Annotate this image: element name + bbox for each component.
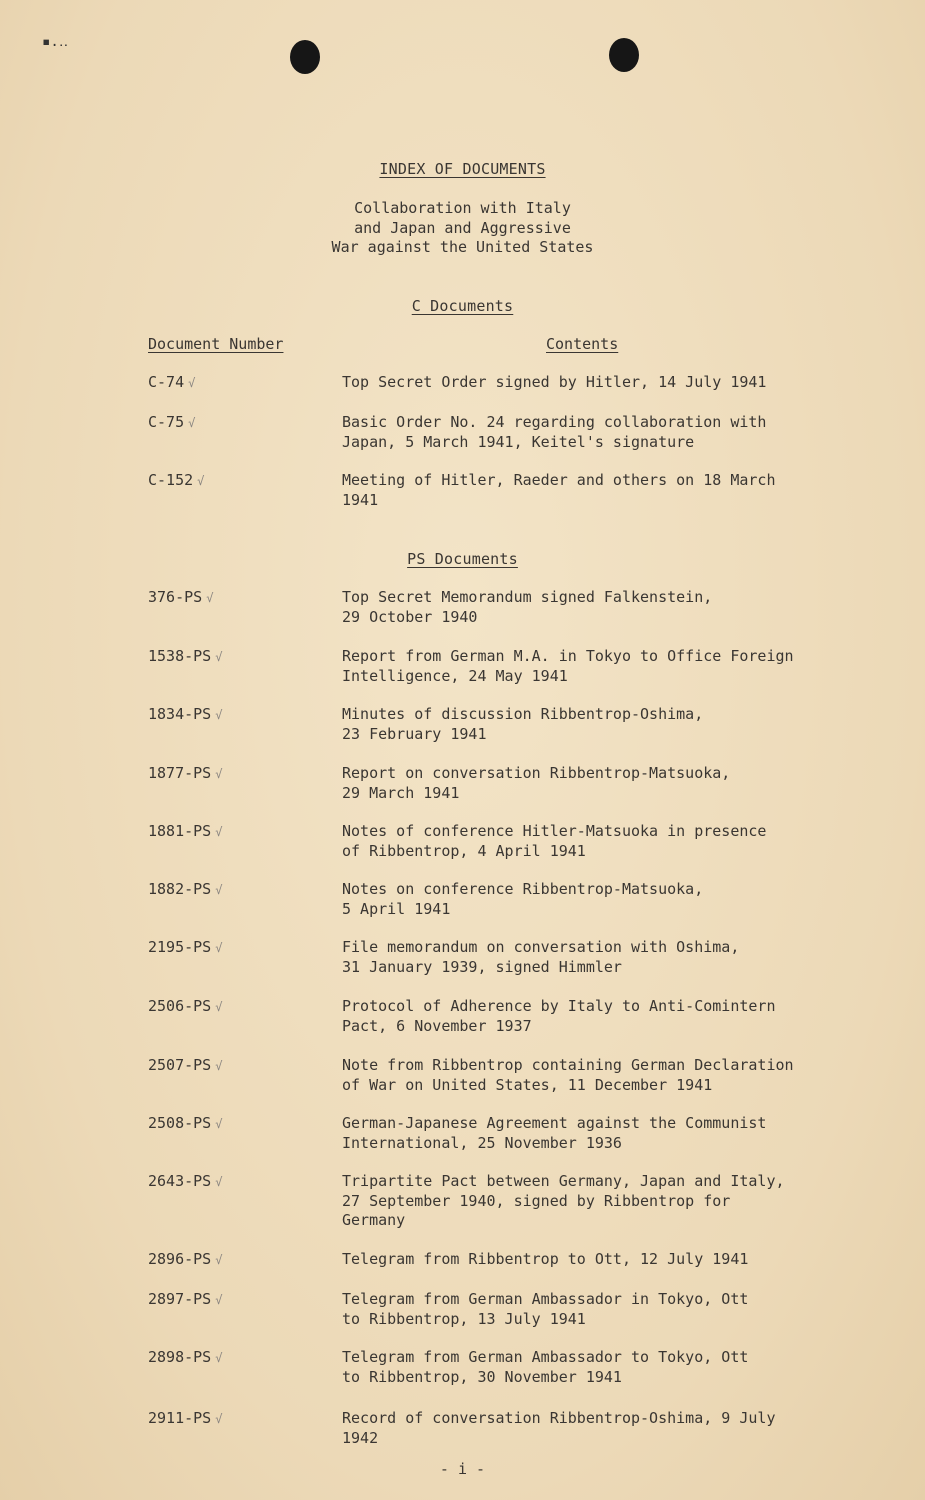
document-contents: Protocol of Adherence by Italy to Anti-Comintern Pact, 6 November 1937 [342, 997, 776, 1035]
check-mark-icon: √ [215, 767, 223, 781]
check-mark-icon: √ [215, 1293, 223, 1307]
subtitle-line: Collaboration with Italy [354, 199, 571, 217]
document-contents: Top Secret Order signed by Hitler, 14 July 1941 [342, 373, 767, 391]
check-mark-icon: √ [206, 591, 214, 605]
check-mark-icon: √ [215, 883, 223, 897]
index-title: INDEX OF DOCUMENTS [379, 160, 546, 178]
document-number: 1881-PS √ [148, 822, 223, 840]
document-contents: Telegram from Ribbentrop to Ott, 12 July 1941 [342, 1250, 749, 1268]
c-documents-heading: C Documents [411, 297, 514, 315]
check-mark-icon: √ [215, 825, 223, 839]
document-number: 2643-PS √ [148, 1172, 223, 1190]
column-header-contents: Contents [546, 335, 619, 353]
document-contents: Note from Ribbentrop containing German Declaration of War on United States, 11 December 1941 [342, 1056, 794, 1094]
document-contents: Top Secret Memorandum signed Falkenstein, 29 October 1940 [342, 588, 713, 626]
document-contents: Telegram from German Ambassador in Tokyo, Ott to Ribbentrop, 13 July 1941 [342, 1290, 749, 1328]
check-mark-icon: √ [215, 1059, 223, 1073]
document-contents: Notes of conference Hitler-Matsuoka in presence of Ribbentrop, 4 April 1941 [342, 822, 767, 860]
document-number: C-74 √ [148, 373, 196, 391]
document-contents: Telegram from German Ambassador to Tokyo, Ott to Ribbentrop, 30 November 1941 [342, 1348, 749, 1386]
document-contents: Tripartite Pact between Germany, Japan and Italy, 27 September 1940, signed by Ribbentrop for Germany [342, 1172, 785, 1229]
document-number: 2896-PS √ [148, 1250, 223, 1268]
stray-mark: ▪.‥ [42, 34, 69, 50]
column-header-number: Document Number [148, 335, 284, 353]
document-number: 1538-PS √ [148, 647, 223, 665]
document-number: 2897-PS √ [148, 1290, 223, 1308]
document-number: 376-PS √ [148, 588, 214, 606]
document-contents: Meeting of Hitler, Raeder and others on 18 March 1941 [342, 471, 776, 509]
document-contents: Report on conversation Ribbentrop-Matsuoka, 29 March 1941 [342, 764, 731, 802]
check-mark-icon: √ [215, 1351, 223, 1365]
document-number: 2911-PS √ [148, 1409, 223, 1427]
document-number: C-152 √ [148, 471, 205, 489]
check-mark-icon: √ [215, 650, 223, 664]
check-mark-icon: √ [215, 1117, 223, 1131]
document-number: 2898-PS √ [148, 1348, 223, 1366]
document-number: 2195-PS √ [148, 938, 223, 956]
document-number: C-75 √ [148, 413, 196, 431]
document-number: 2507-PS √ [148, 1056, 223, 1074]
document-number: 1877-PS √ [148, 764, 223, 782]
document-contents: Record of conversation Ribbentrop-Oshima, 9 July 1942 [342, 1409, 776, 1447]
check-mark-icon: √ [197, 474, 205, 488]
subtitle-line: War against the United States [331, 238, 594, 256]
document-contents: Basic Order No. 24 regarding collaboration with Japan, 5 March 1941, Keitel's signature [342, 413, 767, 451]
check-mark-icon: √ [215, 1000, 223, 1014]
document-contents: Minutes of discussion Ribbentrop-Oshima, 23 February 1941 [342, 705, 704, 743]
index-subtitle [0, 199, 925, 258]
check-mark-icon: √ [215, 1253, 223, 1267]
document-number: 1834-PS √ [148, 705, 223, 723]
punch-hole-left [290, 40, 320, 74]
document-contents: File memorandum on conversation with Oshima, 31 January 1939, signed Himmler [342, 938, 740, 976]
document-number: 1882-PS √ [148, 880, 223, 898]
document-contents: Report from German M.A. in Tokyo to Office Foreign Intelligence, 24 May 1941 [342, 647, 794, 685]
check-mark-icon: √ [215, 1175, 223, 1189]
page-number: - i - [439, 1460, 486, 1478]
check-mark-icon: √ [188, 416, 196, 430]
document-contents: German-Japanese Agreement against the Communist International, 25 November 1936 [342, 1114, 767, 1152]
ps-documents-heading: PS Documents [407, 550, 518, 568]
document-number: 2506-PS √ [148, 997, 223, 1015]
check-mark-icon: √ [215, 708, 223, 722]
check-mark-icon: √ [215, 1412, 223, 1426]
document-contents: Notes on conference Ribbentrop-Matsuoka, 5 April 1941 [342, 880, 704, 918]
punch-hole-right [609, 38, 639, 72]
subtitle-line: and Japan and Aggressive [354, 218, 571, 237]
check-mark-icon: √ [188, 376, 196, 390]
document-number: 2508-PS √ [148, 1114, 223, 1132]
check-mark-icon: √ [215, 941, 223, 955]
